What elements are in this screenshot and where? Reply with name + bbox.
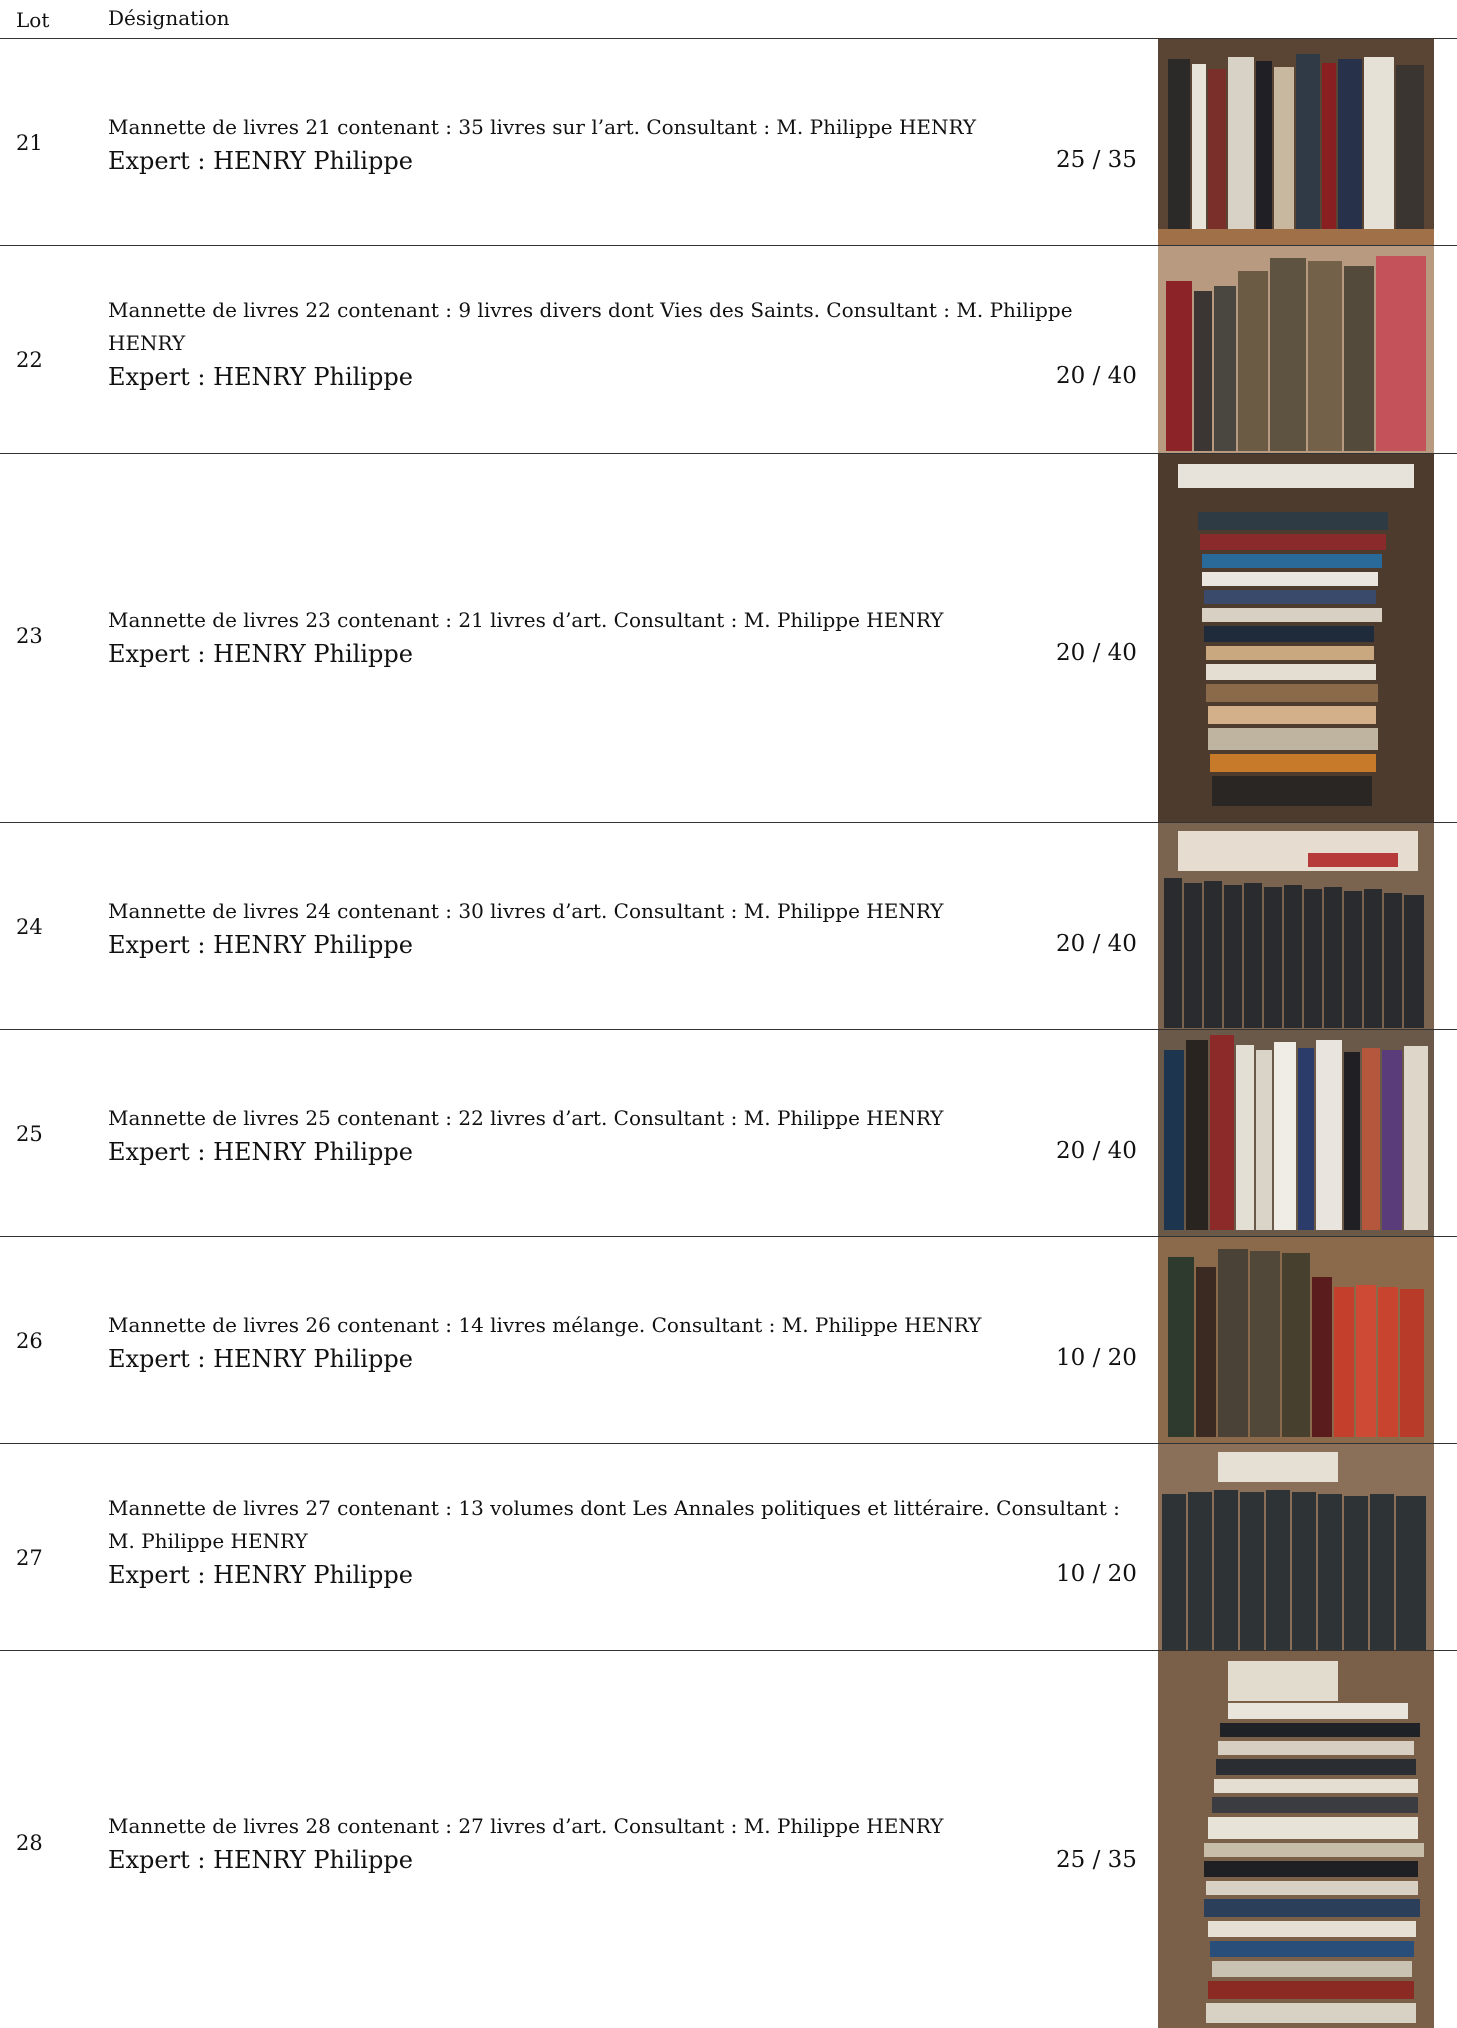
lot-description: Mannette de livres 22 contenant : 9 livres divers dont Vies des Saints. Consultant : M. Philippe HENRY xyxy=(108,298,1073,355)
lot-expert: Expert : HENRY Philippe xyxy=(108,147,413,175)
lot-photo xyxy=(1158,39,1434,246)
lot-row-25 xyxy=(0,1029,1457,1236)
lot-expert: Expert : HENRY Philippe xyxy=(108,1846,413,1874)
lot-number: 22 xyxy=(16,348,43,372)
lot-photo xyxy=(1158,1444,1434,1651)
lot-row-24 xyxy=(0,822,1457,1029)
lot-description-block xyxy=(108,604,1128,671)
lot-photo xyxy=(1158,246,1434,454)
lot-description-block xyxy=(108,294,1128,394)
lot-description-block xyxy=(108,1309,1128,1376)
lot-description: Mannette de livres 21 contenant : 35 livres sur l’art. Consultant : M. Philippe HENRY xyxy=(108,115,977,139)
lot-row-26 xyxy=(0,1236,1457,1443)
lot-photo xyxy=(1158,823,1434,1030)
lot-photo xyxy=(1158,454,1434,823)
designation-column-header: Désignation xyxy=(108,6,230,30)
lot-estimate: 20 / 40 xyxy=(1056,640,1137,666)
lot-expert: Expert : HENRY Philippe xyxy=(108,931,413,959)
lot-row-21 xyxy=(0,38,1457,245)
lot-description-block xyxy=(108,1810,1128,1877)
lot-description-block xyxy=(108,1492,1128,1592)
lot-number: 24 xyxy=(16,915,43,939)
lot-estimate: 20 / 40 xyxy=(1056,1138,1137,1164)
lot-number: 26 xyxy=(16,1329,43,1353)
lot-expert: Expert : HENRY Philippe xyxy=(108,363,413,391)
lot-estimate: 20 / 40 xyxy=(1056,363,1137,389)
lot-number: 25 xyxy=(16,1122,43,1146)
lot-number: 28 xyxy=(16,1831,43,1855)
lot-description-block xyxy=(108,1102,1128,1169)
lot-estimate: 10 / 20 xyxy=(1056,1561,1137,1587)
lot-number: 21 xyxy=(16,131,43,155)
lot-number: 27 xyxy=(16,1546,43,1570)
lot-description: Mannette de livres 28 contenant : 27 livres d’art. Consultant : M. Philippe HENRY xyxy=(108,1814,944,1838)
lot-description: Mannette de livres 23 contenant : 21 livres d’art. Consultant : M. Philippe HENRY xyxy=(108,608,944,632)
lot-description-block xyxy=(108,895,1128,962)
lot-row-23 xyxy=(0,453,1457,822)
lot-photo xyxy=(1158,1030,1434,1237)
lot-description: Mannette de livres 25 contenant : 22 livres d’art. Consultant : M. Philippe HENRY xyxy=(108,1106,944,1130)
lot-column-header: Lot xyxy=(16,8,50,32)
lot-description: Mannette de livres 27 contenant : 13 volumes dont Les Annales politiques et littéraire. Consultant : M. Philippe HENRY xyxy=(108,1496,1120,1553)
lot-description: Mannette de livres 26 contenant : 14 livres mélange. Consultant : M. Philippe HENRY xyxy=(108,1313,982,1337)
lot-estimate: 20 / 40 xyxy=(1056,931,1137,957)
lot-description: Mannette de livres 24 contenant : 30 livres d’art. Consultant : M. Philippe HENRY xyxy=(108,899,944,923)
lot-expert: Expert : HENRY Philippe xyxy=(108,1561,413,1589)
lot-estimate: 25 / 35 xyxy=(1056,147,1137,173)
lot-expert: Expert : HENRY Philippe xyxy=(108,1138,413,1166)
lot-expert: Expert : HENRY Philippe xyxy=(108,640,413,668)
lot-expert: Expert : HENRY Philippe xyxy=(108,1345,413,1373)
lot-row-28 xyxy=(0,1650,1457,2027)
lot-row-22 xyxy=(0,245,1457,453)
lot-row-27 xyxy=(0,1443,1457,1650)
lot-estimate: 25 / 35 xyxy=(1056,1847,1137,1873)
lot-estimate: 10 / 20 xyxy=(1056,1345,1137,1371)
lot-photo xyxy=(1158,1651,1434,2028)
table-header xyxy=(0,0,1457,38)
lot-number: 23 xyxy=(16,624,43,648)
lot-photo xyxy=(1158,1237,1434,1444)
lot-description-block xyxy=(108,111,1128,178)
